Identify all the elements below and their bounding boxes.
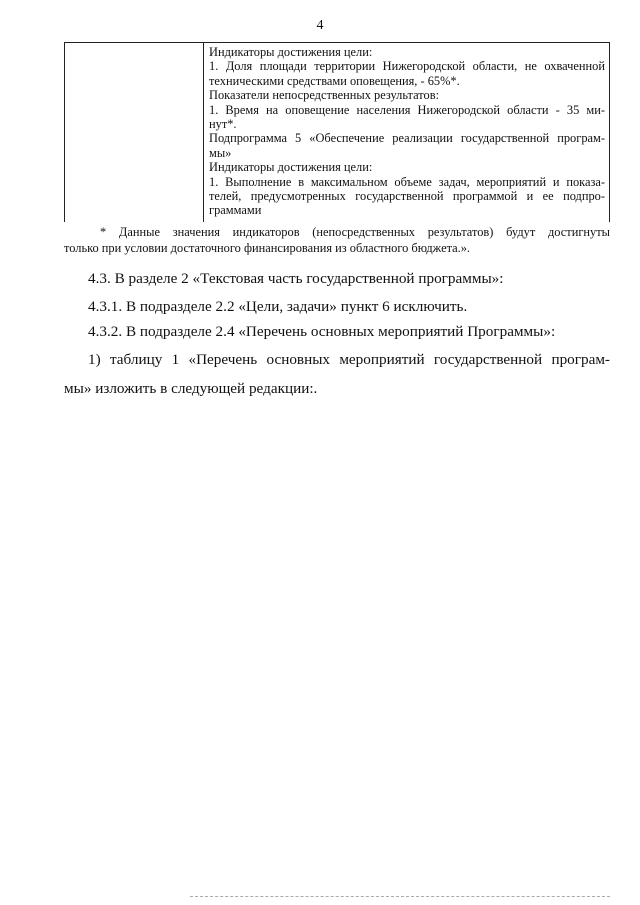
paragraph-4-3: 4.3. В разделе 2 «Текстовая часть государственной программы»: <box>88 270 504 287</box>
table-line: телей, предусмотренных государственной программой и ее подпро- <box>209 189 605 204</box>
footnote-line: только при условии достаточного финансирования из областного бюджета.». <box>64 241 471 255</box>
table-line: Показатели непосредственных результатов: <box>209 88 440 103</box>
table-line: мы» <box>209 145 232 160</box>
table-line: 1. Выполнение в максимальном объеме задач, мероприятий и показа- <box>209 174 605 189</box>
paragraph-item-1-continued: мы» изложить в следующей редакции:. <box>64 380 318 397</box>
table-right-cell <box>204 43 609 222</box>
table-line: нут*. <box>209 117 237 132</box>
table-left-cell <box>65 43 204 222</box>
paragraph-item-1: 1) таблицу 1 «Перечень основных мероприятий государственной програм- <box>88 351 610 368</box>
indicators-table <box>64 42 610 222</box>
table-line: Подпрограмма 5 «Обеспечение реализации государственной програм- <box>209 131 605 146</box>
table-line: 1. Время на оповещение населения Нижегородской области - 35 ми- <box>209 102 605 117</box>
paragraph-4-3-1: 4.3.1. В подразделе 2.2 «Цели, задачи» пункт 6 исключить. <box>88 298 468 315</box>
scan-artifact <box>190 896 610 899</box>
table-line: Индикаторы достижения цели: <box>209 160 373 175</box>
table-line: Индикаторы достижения цели: <box>209 45 373 59</box>
page-number: 4 <box>316 18 324 33</box>
footnote <box>64 224 610 256</box>
paragraph-4-3-2: 4.3.2. В подразделе 2.4 «Перечень основных мероприятий Программы»: <box>88 323 556 340</box>
table-line: техническими средствами оповещения, - 65%*. <box>209 73 460 88</box>
table-line: 1. Доля площади территории Нижегородской области, не охваченной <box>209 59 605 74</box>
table-line: граммами <box>209 203 262 218</box>
footnote-line: * Данные значения индикаторов (непосредственных результатов) будут достигнуты <box>100 225 610 239</box>
